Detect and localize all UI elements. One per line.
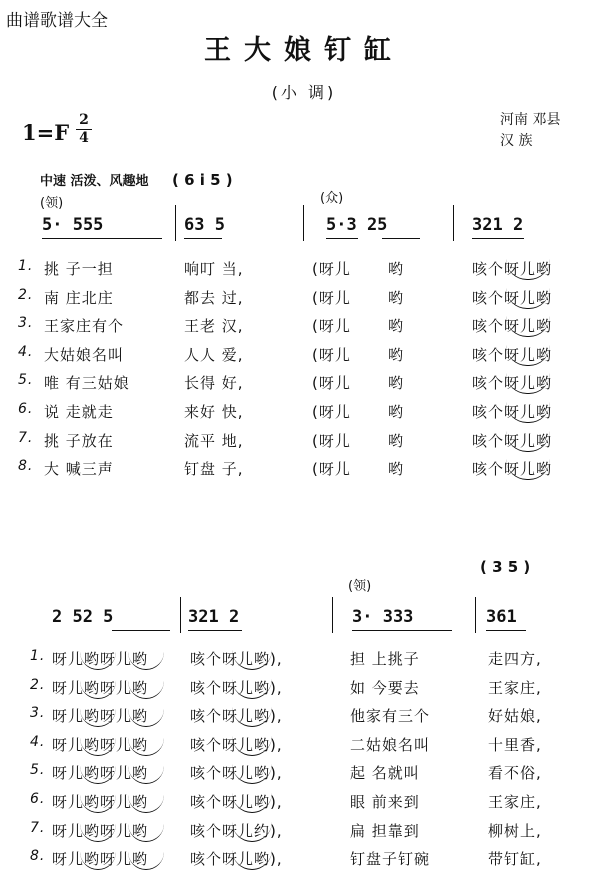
watermark-text: 曲谱歌谱大全: [6, 11, 108, 31]
verse1-phrase-c: (呀儿: [312, 288, 351, 307]
verse1-phrase-a: 南 庄北庄: [44, 288, 114, 307]
verse2-phrase-c: 担 上挑子: [350, 650, 420, 668]
verse2-phrase-d: 走四方,: [488, 650, 542, 668]
verse1-phrase-e: 咳个呀儿哟: [472, 345, 553, 364]
verse1-number: 7.: [18, 429, 34, 446]
verse2-phrase-c: 眼 前来到: [350, 793, 420, 811]
verse2-phrase-c: 钉盘子钉碗: [350, 850, 431, 869]
verse2-number: 7.: [30, 819, 46, 836]
verse2-phrase-d: 柳树上,: [488, 821, 542, 840]
verse2-phrase-d: 十里香,: [488, 735, 542, 754]
score1-barline-3: [453, 205, 454, 241]
verse1-phrase-b: 长得 好,: [184, 374, 244, 393]
verse1-phrase-c: (呀儿: [312, 374, 351, 393]
verse2-phrase-a: 呀儿哟呀儿哟: [52, 650, 149, 668]
verse1-phrase-c: (呀儿: [312, 317, 351, 336]
verse2-phrase-b: 咳个呀儿哟),: [190, 764, 283, 783]
verse1-phrase-d: 哟: [388, 260, 405, 278]
verse2-phrase-c: 如 今要去: [350, 678, 420, 697]
song-subtitle: (小 调): [271, 83, 337, 102]
score2-measure-1: 2 52 5: [52, 607, 114, 627]
score2-beam-2: [188, 630, 242, 631]
verse2-phrase-b: 咳个呀儿哟),: [190, 650, 283, 668]
verse2-phrase-d: 王家庄,: [488, 793, 542, 811]
verse1-phrase-a: 大 喊三声: [44, 460, 114, 479]
verse1-phrase-d: 哟: [388, 345, 405, 364]
verse2-number: 1.: [30, 648, 46, 664]
verse1-phrase-e: 咳个呀儿哟: [472, 374, 553, 393]
verse2-phrase-a: 呀儿哟呀儿哟: [52, 793, 149, 811]
score1-barline-2: [303, 205, 304, 241]
verse2-phrase-b: 咳个呀儿约),: [190, 821, 283, 840]
score2-beam-3: [352, 630, 452, 631]
verse2-phrase-a: 呀儿哟呀儿哟: [52, 707, 149, 726]
verse2-phrase-a: 呀儿哟呀儿哟: [52, 850, 149, 869]
verse1-phrase-d: 哟: [388, 374, 405, 393]
verse2-phrase-c: 二姑娘名叫: [350, 735, 431, 754]
score1-measure-1: 5· 555: [42, 215, 104, 235]
verse2-phrase-d: 看不俗,: [488, 764, 542, 783]
verse1-phrase-d: 哟: [388, 288, 405, 307]
verse2-phrase-b: 咳个呀儿哟),: [190, 678, 283, 697]
verse2-phrase-b: 咳个呀儿哟),: [190, 735, 283, 754]
verse1-phrase-c: (呀儿: [312, 460, 351, 479]
verse2-phrase-b: 咳个呀儿哟),: [190, 793, 283, 811]
score1-beam-4: [382, 238, 420, 239]
key-signature: 1=F: [22, 120, 70, 145]
meter-bottom: 4: [79, 130, 89, 146]
part-lead-marker: (领): [40, 196, 64, 211]
verse1-number: 2.: [18, 286, 34, 303]
score2-barline-1: [180, 597, 181, 633]
verse1-phrase-b: 来好 快,: [184, 403, 244, 421]
verse1-phrase-e: 咳个呀儿哟: [472, 260, 553, 278]
verse1-phrase-c: (呀儿: [312, 403, 351, 421]
meter-top: 2: [79, 112, 89, 128]
score2-measure-2: 321 2: [188, 607, 240, 627]
verse2-phrase-a: 呀儿哟呀儿哟: [52, 764, 149, 783]
verse2-number: 3.: [30, 705, 46, 722]
verse1-phrase-e: 咳个呀儿哟: [472, 460, 553, 479]
verse1-number: 6.: [18, 401, 34, 417]
verse2-number: 5.: [30, 762, 46, 779]
verse2-number: 4.: [30, 733, 46, 750]
verse1-number: 8.: [18, 458, 34, 475]
verse1-phrase-b: 都去 过,: [184, 288, 244, 307]
verse2-phrase-c: 扁 担靠到: [350, 821, 420, 840]
verse2-phrase-a: 呀儿哟呀儿哟: [52, 678, 149, 697]
verse1-number: 3.: [18, 315, 34, 332]
score2-measure-4: 361: [486, 607, 517, 627]
verse1-phrase-d: 哟: [388, 460, 405, 479]
verse1-phrase-d: 哟: [388, 431, 405, 450]
score2-beam-1: [112, 630, 170, 631]
part-lead-marker-2: (领): [348, 579, 372, 594]
score1-measure-4: 321 2: [472, 215, 524, 235]
verse1-phrase-c: (呀儿: [312, 260, 351, 278]
verse2-phrase-d: 王家庄,: [488, 678, 542, 697]
verse2-number: 8.: [30, 848, 46, 865]
verse2-phrase-c: 起 名就叫: [350, 764, 420, 783]
verse1-phrase-d: 哟: [388, 317, 405, 336]
verse2-phrase-d: 好姑娘,: [488, 707, 542, 726]
verse1-phrase-e: 咳个呀儿哟: [472, 431, 553, 450]
verse2-phrase-d: 带钉缸,: [488, 850, 542, 869]
verse1-phrase-b: 响叮 当,: [184, 260, 244, 278]
verse1-phrase-b: 人人 爱,: [184, 345, 244, 364]
tempo-marking: 中速 活泼、风趣地: [40, 174, 149, 189]
verse2-phrase-b: 咳个呀儿哟),: [190, 850, 283, 869]
verse1-number: 5.: [18, 372, 34, 389]
verse1-phrase-a: 大姑娘名叫: [44, 345, 125, 364]
verse2-number: 2.: [30, 676, 46, 693]
verse1-phrase-b: 流平 地,: [184, 431, 244, 450]
score1-barline-1: [175, 205, 176, 241]
origin-info: [500, 110, 560, 152]
verse2-phrase-b: 咳个呀儿哟),: [190, 707, 283, 726]
score2-beam-4: [486, 630, 526, 631]
verse1-phrase-b: 王老 汉,: [184, 317, 244, 336]
verse1-phrase-e: 咳个呀儿哟: [472, 288, 553, 307]
verse2-phrase-a: 呀儿哟呀儿哟: [52, 821, 149, 840]
verse2-phrase-a: 呀儿哟呀儿哟: [52, 735, 149, 754]
origin-ethnicity: 汉 族: [500, 133, 533, 149]
verse1-phrase-a: 挑 子一担: [44, 260, 114, 278]
verse1-phrase-c: (呀儿: [312, 431, 351, 450]
verse1-phrase-c: (呀儿: [312, 345, 351, 364]
origin-region: 河南 邓县: [500, 112, 561, 128]
verse1-phrase-e: 咳个呀儿哟: [472, 403, 553, 421]
score2-measure-3: 3· 333: [352, 607, 414, 627]
score1-measure-3: 5·3 25: [326, 215, 388, 235]
intro-phrase-2: ( 3 5 ): [480, 558, 531, 576]
verse1-phrase-e: 咳个呀儿哟: [472, 317, 553, 336]
intro-phrase: ( 6 i 5 ): [172, 171, 233, 189]
score1-beam-5: [472, 238, 524, 239]
song-title: 王大娘钉缸: [204, 35, 404, 66]
score1-measure-2: 63 5: [184, 215, 225, 235]
verse1-number: 4.: [18, 343, 34, 360]
verse1-number: 1.: [18, 258, 34, 274]
verse1-phrase-a: 说 走就走: [44, 403, 114, 421]
verse1-phrase-b: 钉盘 子,: [184, 460, 244, 479]
verse1-phrase-a: 唯 有三姑娘: [44, 374, 130, 393]
verse1-phrase-d: 哟: [388, 403, 405, 421]
verse2-number: 6.: [30, 791, 46, 807]
part-chorus-marker: (众): [320, 191, 344, 206]
verse2-phrase-c: 他家有三个: [350, 707, 431, 726]
score2-barline-3: [475, 597, 476, 633]
verse1-phrase-a: 王家庄有个: [44, 317, 125, 336]
score1-beam-2: [184, 238, 222, 239]
score1-beam-1: [42, 238, 162, 239]
score1-beam-3: [326, 238, 358, 239]
time-signature: [76, 113, 92, 146]
verse1-phrase-a: 挑 子放在: [44, 431, 114, 450]
score2-barline-2: [332, 597, 333, 633]
